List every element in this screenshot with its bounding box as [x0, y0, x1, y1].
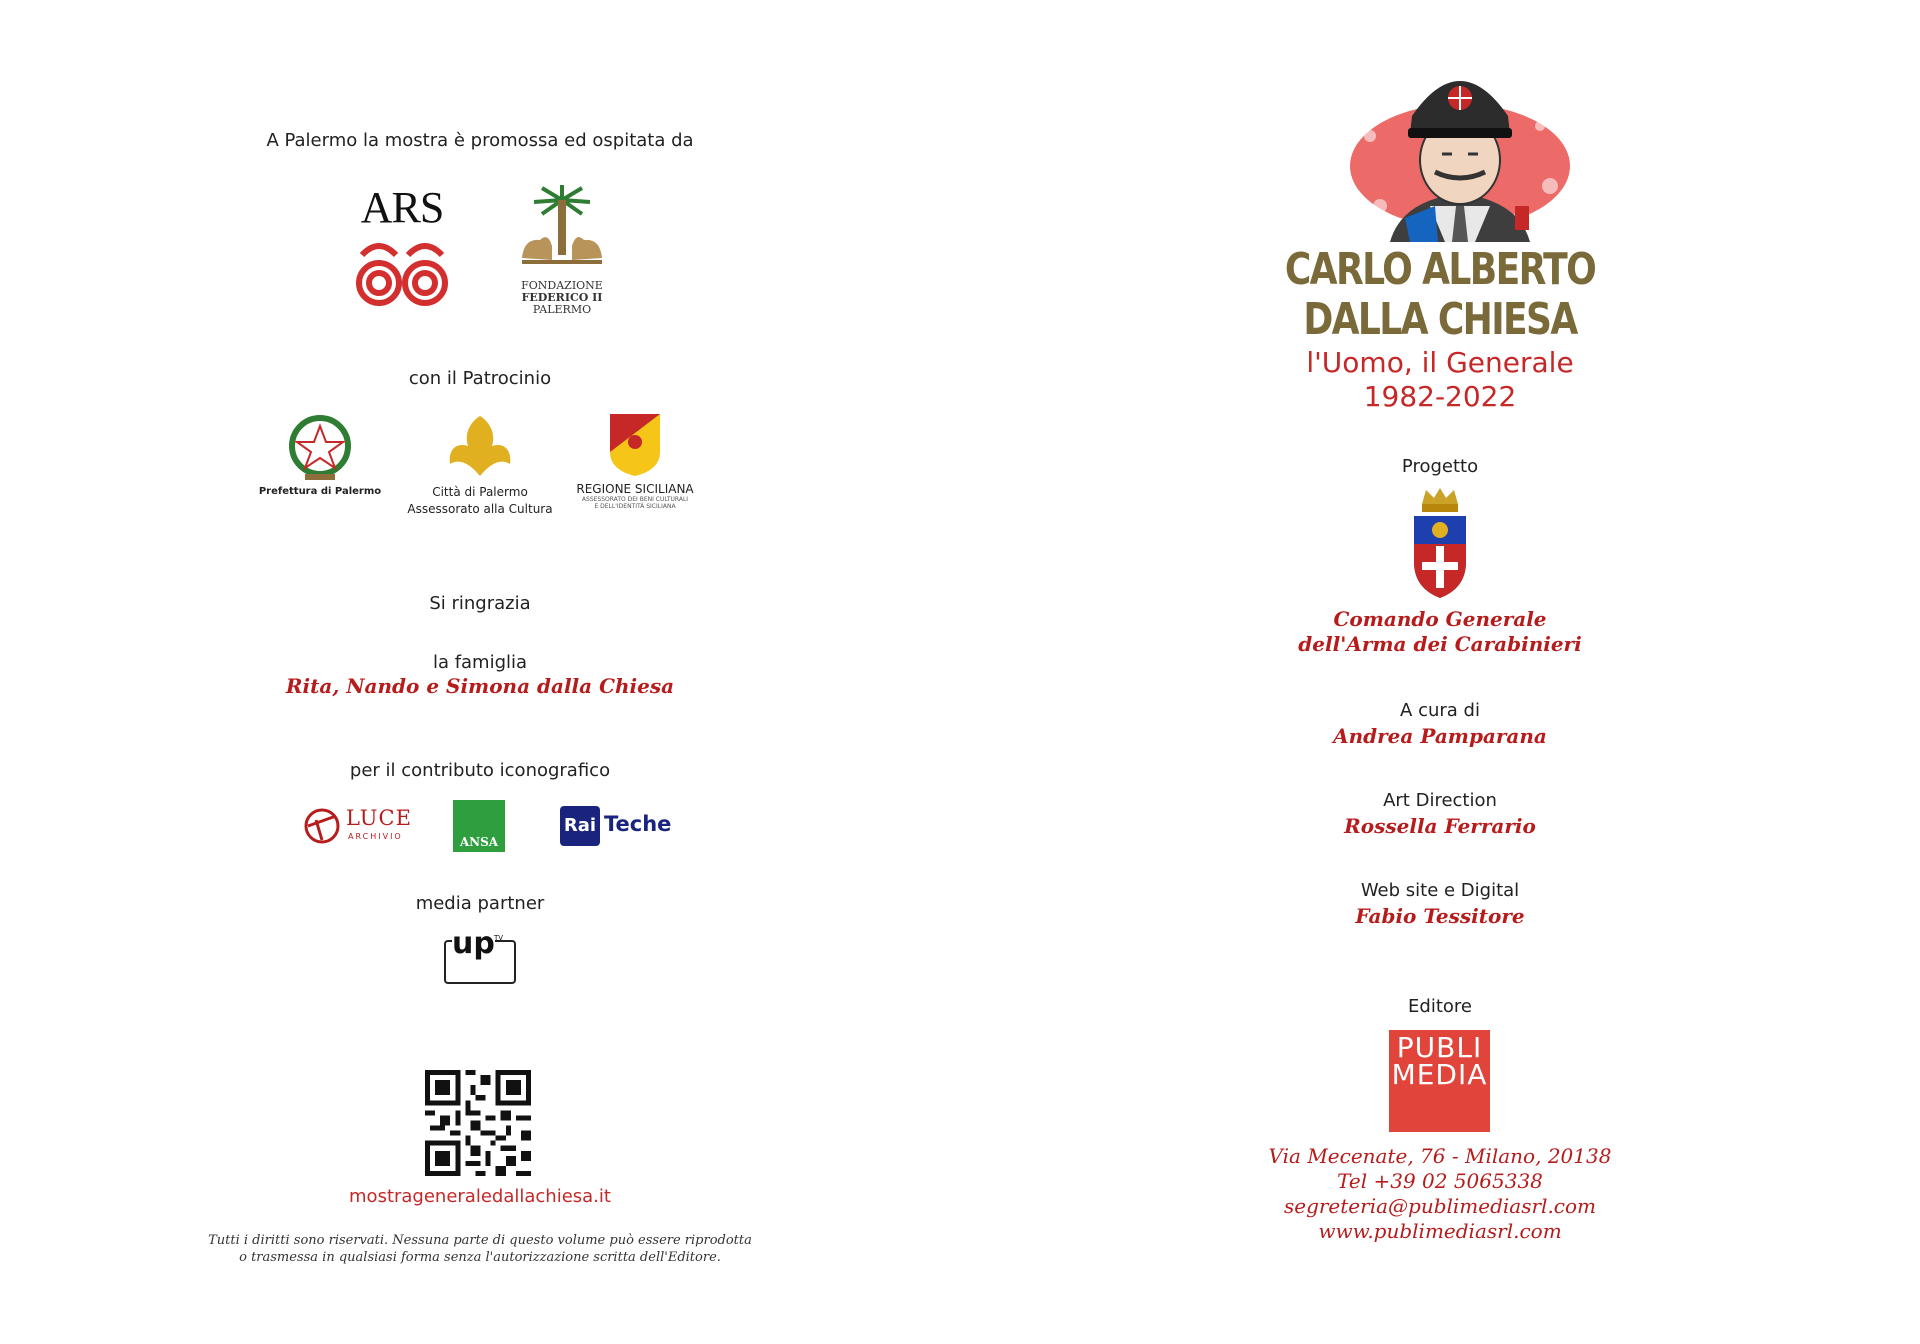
rights-line2: o trasmessa in qualsiasi forma senza l'autorizzazione scritta dell'Editore. — [239, 1250, 721, 1265]
ars-spiral-icon — [352, 233, 452, 313]
fondazione-line2: FEDERICO II — [521, 291, 603, 304]
publisher-address: Via Mecenate, 76 - Milano, 20138 — [1268, 1144, 1612, 1168]
prefettura-logo — [255, 412, 385, 507]
fondazione-logo — [512, 180, 612, 320]
rai-box: Rai — [560, 806, 600, 846]
regione-siciliana-logo — [570, 412, 700, 522]
patronage-label: con il Patrocinio — [408, 368, 552, 389]
family-names: Rita, Nando e Simona dalla Chiesa — [285, 674, 675, 698]
title-line2: DALLA CHIESA — [1303, 294, 1577, 345]
web-digital-name: Fabio Tessitore — [1355, 904, 1525, 928]
up-tv-logo — [444, 926, 514, 982]
media-partner-label: media partner — [415, 893, 545, 914]
regione-line2: ASSESSORATO DEI BENI CULTURALI — [581, 496, 689, 503]
general-portrait-icon — [1310, 56, 1580, 242]
command-line2: dell'Arma dei Carabinieri — [1298, 632, 1582, 656]
ars-logo-text: ARS — [360, 183, 444, 232]
teche-text: Teche — [604, 812, 672, 836]
curator-label: A cura di — [1400, 700, 1480, 721]
up-sup: TV — [494, 934, 504, 942]
qr-code-icon — [425, 1070, 531, 1176]
luce-sub: ARCHIVIO — [348, 832, 403, 841]
rights-line1: Tutti i diritti sono riservati. Nessuna parte di questo volume può essere riprodotta — [208, 1233, 752, 1248]
years: 1982-2022 — [1363, 380, 1517, 413]
publisher-email[interactable]: segreteria@publimediasrl.com — [1283, 1194, 1597, 1218]
citta-line1: Città di Palermo — [432, 485, 528, 499]
website-link[interactable]: mostrageneraledallachiesa.it — [349, 1186, 611, 1207]
trinacria-shield-icon — [570, 412, 700, 478]
ansa-logo — [453, 800, 505, 852]
up-text: up — [452, 926, 495, 961]
title-line1: CARLO ALBERTO — [1284, 244, 1596, 295]
family-label: la famiglia — [432, 652, 528, 673]
publisher-tel: Tel +39 02 5065338 — [1337, 1169, 1543, 1193]
publimedia-line1: PUBLI — [1396, 1031, 1483, 1064]
eagle-icon — [400, 412, 560, 480]
publimedia-logo — [1389, 1030, 1490, 1132]
fondazione-line3: PALERMO — [532, 303, 592, 316]
curator-name: Andrea Pamparana — [1333, 724, 1547, 748]
icon-contrib-label: per il contributo iconografico — [349, 760, 611, 781]
italian-emblem-icon — [255, 412, 385, 482]
luce-archivio-logo — [302, 804, 412, 848]
project-label: Progetto — [1401, 456, 1479, 477]
art-direction-label: Art Direction — [1383, 790, 1497, 811]
fondazione-line1: FONDAZIONE — [521, 279, 603, 292]
luce-text: LUCE — [346, 806, 412, 830]
promoted-label: A Palermo la mostra è promossa ed ospitata da — [266, 130, 694, 151]
ars-logo — [352, 182, 452, 317]
luce-icon — [302, 806, 342, 846]
palm-lions-icon — [512, 180, 612, 276]
thanks-label: Si ringrazia — [429, 593, 531, 614]
art-direction-name: Rossella Ferrario — [1344, 814, 1536, 838]
publisher-url[interactable]: www.publimediasrl.com — [1318, 1219, 1562, 1243]
citta-line2: Assessorato alla Cultura — [407, 502, 553, 516]
publimedia-line2: MEDIA — [1391, 1058, 1488, 1091]
subtitle: l'Uomo, il Generale — [1306, 346, 1574, 379]
web-digital-label: Web site e Digital — [1360, 880, 1520, 901]
command-line1: Comando Generale — [1333, 607, 1547, 631]
carabinieri-crest-icon — [1410, 486, 1470, 602]
publisher-label: Editore — [1408, 996, 1472, 1017]
prefettura-label: Prefettura di Palermo — [258, 486, 382, 497]
ansa-text: ANSA — [459, 835, 499, 849]
citta-palermo-logo — [400, 412, 560, 522]
regione-line3: E DELL'IDENTITÀ SICILIANA — [594, 503, 676, 510]
regione-line1: REGIONE SICILIANA — [576, 482, 694, 496]
